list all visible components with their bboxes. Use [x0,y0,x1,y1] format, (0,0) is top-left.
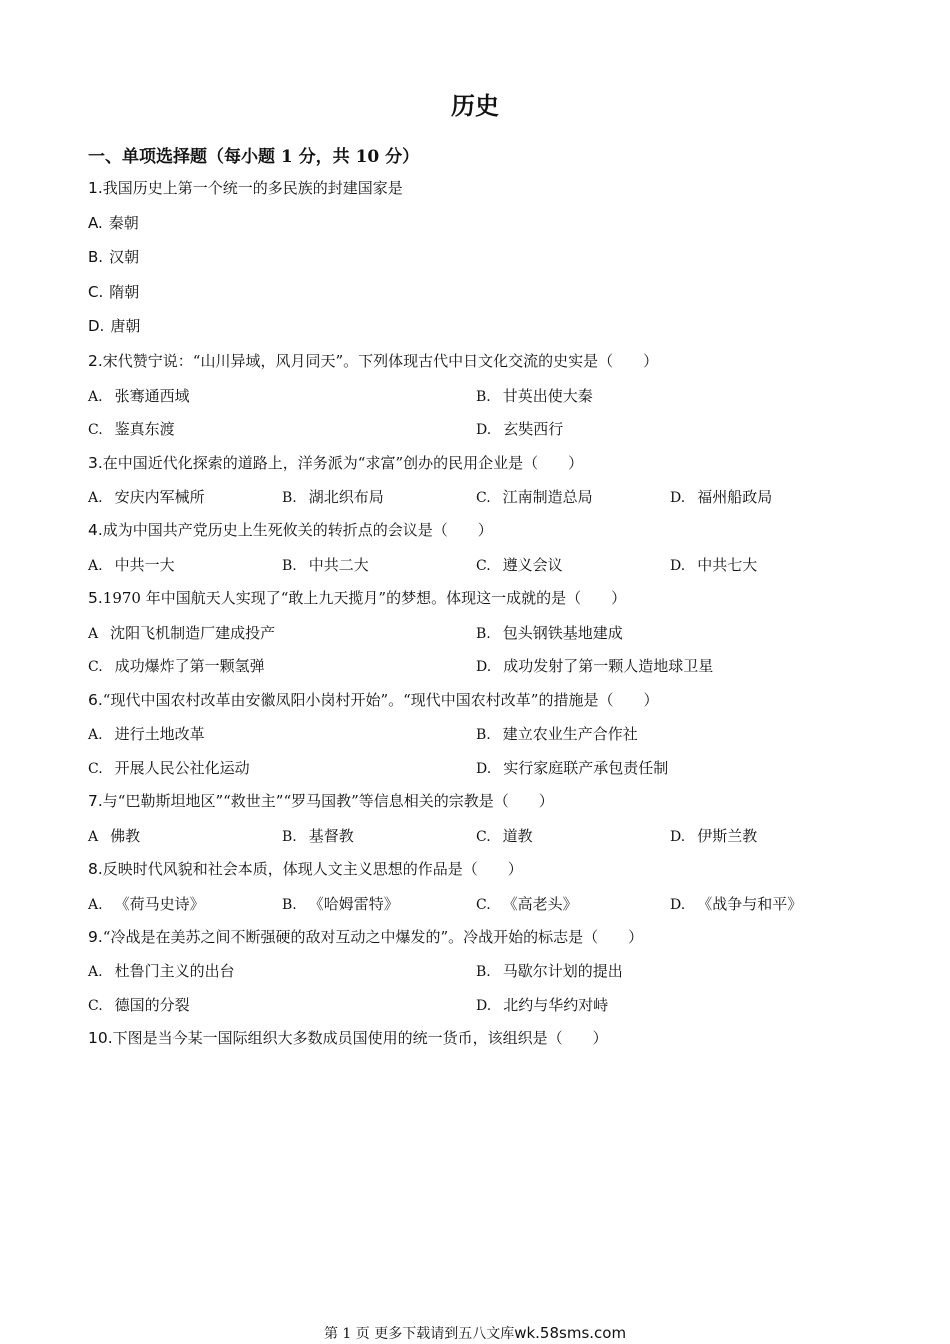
q8-option-c: C. 《高老头》 [476,895,578,913]
q5-option-b: B. 包头钢铁基地建成 [476,624,623,642]
q7-option-a: A 佛教 [88,827,141,845]
question-text: 下图是当今某一国际组织大多数成员国使用的统一货币，该组织是（ ） [112,1029,608,1047]
q9-option-d: D. 北约与华约对峙 [476,996,609,1014]
question-text: 与“巴勒斯坦地区”“救世主”“罗马国教”等信息相关的宗教是（ ） [102,792,554,810]
footer-download-text: 更多下载请到五八文库 [374,1326,515,1342]
q4-option-d: D. 中共七大 [670,556,758,574]
question-2 [88,350,658,371]
question-10 [88,1027,608,1048]
q3-option-a: A. 安庆内军械所 [88,488,205,506]
q5-option-a: A 沈阳飞机制造厂建成投产 [88,624,276,642]
question-3 [88,452,583,473]
question-text: 在中国近代化探索的道路上，洋务派为“求富”创办的民用企业是（ ） [102,454,584,472]
footer-site-link[interactable]: wk.58sms.com [514,1324,627,1342]
q8-option-a: A. 《荷马史诗》 [88,895,205,913]
q3-option-b: B. 湖北织布局 [282,488,384,506]
question-text: “现代中国农村改革由安徽凤阳小岗村开始”。“现代中国农村改革”的措施是（ ） [102,691,659,709]
q1-option-b: B. 汉朝 [88,248,140,266]
question-number: 3. [88,454,103,472]
question-1 [88,177,403,198]
q4-option-b: B. 中共二大 [282,556,369,574]
question-text: 我国历史上第一个统一的多民族的封建国家是 [102,179,403,197]
question-number: 9. [88,928,103,946]
q4-option-a: A. 中共一大 [88,556,175,574]
page-footer [0,1323,950,1343]
q7-option-d: D. 伊斯兰教 [670,827,758,845]
q9-option-c: C. 德国的分裂 [88,996,190,1014]
q5-option-c: C. 成功爆炸了第一颗氢弹 [88,657,265,675]
q6-option-c: C. 开展人民公社化运动 [88,759,250,777]
question-9 [88,926,643,947]
question-4 [88,519,493,540]
question-number: 7. [88,792,103,810]
question-7 [88,790,554,811]
page-title: 历史 [451,91,499,120]
question-number: 10. [88,1029,113,1047]
question-6 [88,689,658,710]
q4-option-c: C. 遵义会议 [476,556,563,574]
q2-option-c: C. 鉴真东渡 [88,420,175,438]
q7-option-b: B. 基督教 [282,827,354,845]
q8-option-d: D. 《战争与和平》 [670,895,803,913]
q2-option-a: A. 张骞通西域 [88,387,190,405]
q2-option-b: B. 甘英出使大秦 [476,387,593,405]
q8-option-b: B. 《哈姆雷特》 [282,895,399,913]
q1-option-d: D. 唐朝 [88,317,141,335]
q2-option-d: D. 玄奘西行 [476,420,564,438]
q1-option-a: A. 秦朝 [88,214,139,232]
question-number: 8. [88,860,103,878]
question-8 [88,858,523,879]
question-text: 反映时代风貌和社会本质，体现人文主义思想的作品是（ ） [102,860,523,878]
section-heading: 一、单项选择题（每小题 1 分，共 10 分） [88,147,420,167]
question-5 [88,587,626,608]
question-text: “冷战是在美苏之间不断强硬的敌对互动之中爆发的”。冷战开始的标志是（ ） [102,928,644,946]
question-text: 宋代赞宁说：“山川异域，风月同天”。下列体现古代中日文化交流的史实是（ ） [102,352,659,370]
q3-option-c: C. 江南制造总局 [476,488,593,506]
q5-option-d: D. 成功发射了第一颗人造地球卫星 [476,657,714,675]
question-number: 4. [88,521,103,539]
question-number: 6. [88,691,103,709]
question-number: 1. [88,179,103,197]
q7-option-c: C. 道教 [476,827,533,845]
question-text: 成为中国共产党历史上生死攸关的转折点的会议是（ ） [102,521,493,539]
q1-option-c: C. 隋朝 [88,283,140,301]
page-number: 第 1 页 [323,1326,370,1342]
q6-option-b: B. 建立农业生产合作社 [476,725,638,743]
q6-option-d: D. 实行家庭联产承包责任制 [476,759,669,777]
q9-option-a: A. 杜鲁门主义的出台 [88,962,235,980]
q6-option-a: A. 进行土地改革 [88,725,205,743]
question-number: 5. [88,589,103,607]
q3-option-d: D. 福州船政局 [670,488,773,506]
question-number: 2. [88,352,103,370]
q9-option-b: B. 马歇尔计划的提出 [476,962,623,980]
question-text: 1970 年中国航天人实现了“敢上九天揽月”的梦想。体现这一成就的是（ ） [102,589,627,607]
